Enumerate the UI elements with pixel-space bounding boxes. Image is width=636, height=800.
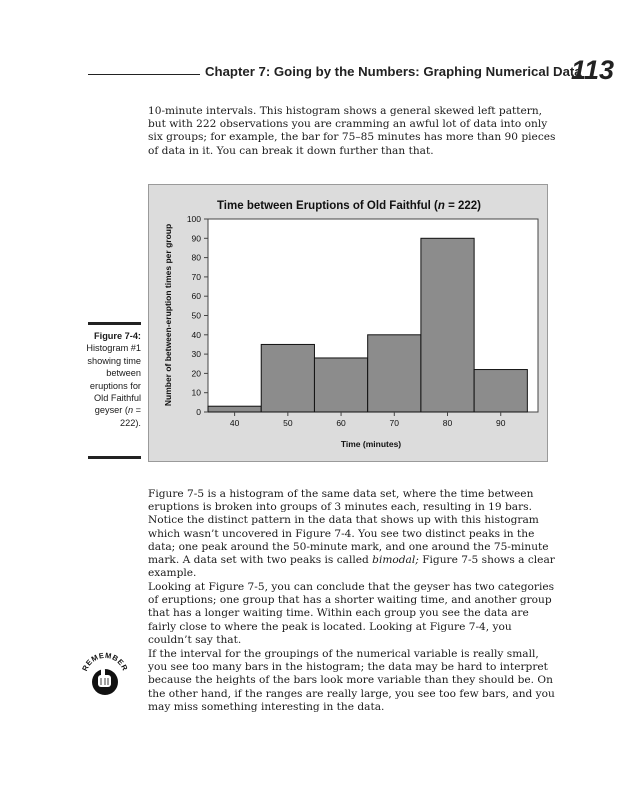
histogram-bar-4 xyxy=(368,335,421,412)
chart-title: Time between Eruptions of Old Faithful (n = 222) xyxy=(216,200,482,212)
histogram-chart xyxy=(149,185,547,461)
paragraph-remember: If the interval for the groupings of the numerical variable is really small, you see too many bars in the histogram; the data may be hard to interpret because the heights of the bars look more variable than they should be. On the other hand, if the ranges are really large, you see too few bars, and you may miss something interesting in the data. xyxy=(148,648,555,713)
remember-icon xyxy=(80,647,130,702)
caption-text: Histogram #1 showing time between eruptions for Old Faithful geyser ( xyxy=(86,343,141,416)
x-tick-label: 50 xyxy=(283,418,293,428)
histogram-bar-3 xyxy=(314,358,367,412)
x-tick-label: 40 xyxy=(229,418,240,428)
paragraph-conclusion: Looking at Figure 7-5, you can conclude that the geyser has two categories of eruptions; one group that has a shorter waiting time, and another group that has a longer waiting time. Within each group you see the data are fairly close to where the peak is located. Looking at Figure 7-4, you couldn’t say that. xyxy=(148,581,555,646)
y-tick-label: 40 xyxy=(191,329,201,340)
y-axis-label: Number of between-eruption times per group xyxy=(163,223,173,407)
histogram-bar-1 xyxy=(208,406,261,412)
y-tick-label: 30 xyxy=(191,349,201,360)
y-tick-label: 20 xyxy=(191,368,201,379)
remember-icon-label: REMEMBER xyxy=(80,650,130,673)
y-tick-label: 0 xyxy=(196,407,201,417)
paragraph-intro: 10-minute intervals. This histogram shows a general skewed left pattern, but with 222 observations you are cramming an awful lot of data into only six groups; for example, the bar for 75–85 minutes has more than 90 pieces of data in it. You can break it down further than that. xyxy=(148,105,556,157)
x-tick-label: 70 xyxy=(389,418,400,428)
histogram-bar-2 xyxy=(261,344,314,412)
x-tick-label: 60 xyxy=(336,418,346,428)
histogram-bar-5 xyxy=(421,238,474,412)
histogram-bar-6 xyxy=(474,370,527,412)
figure-caption xyxy=(78,330,141,429)
figure-7-4 xyxy=(148,184,548,462)
y-tick-label: 100 xyxy=(186,214,201,224)
y-tick-label: 50 xyxy=(191,310,201,321)
y-tick-label: 70 xyxy=(191,271,201,282)
y-tick-label: 80 xyxy=(191,252,201,263)
figure-label: Figure 7-4: xyxy=(94,331,141,341)
header-rule xyxy=(88,74,200,75)
running-head: Chapter 7: Going by the Numbers: Graphing Numerical Data xyxy=(205,64,582,79)
caption-rule-bottom xyxy=(88,456,141,459)
x-tick-label: 80 xyxy=(442,418,453,428)
x-axis-label: Time (minutes) xyxy=(340,439,402,449)
paragraph-figure-7-5: Figure 7-5 is a histogram of the same data set, where the time between eruptions is broken into groups of 3 minutes each, resulting in 19 bars. Notice the distinct pattern in the data that shows up with this histogram which wasn’t uncovered in Figure 7-4. You see two distinct peaks in the data; one peak around the 50-minute mark, and one around the 75-minute mark. A data set with two peaks is called bimodal; Figure 7-5 shows a clear example. xyxy=(148,488,555,580)
x-tick-label: 90 xyxy=(496,418,506,428)
caption-rule-top xyxy=(88,322,141,325)
caption-n: n xyxy=(127,405,134,416)
y-tick-label: 10 xyxy=(191,387,201,398)
page-number: 113 xyxy=(571,55,615,85)
bimodal-term: bimodal; xyxy=(372,554,419,567)
caption-text-end: = 222). xyxy=(120,405,141,428)
y-tick-label: 60 xyxy=(191,291,201,302)
y-tick-label: 90 xyxy=(191,233,201,244)
